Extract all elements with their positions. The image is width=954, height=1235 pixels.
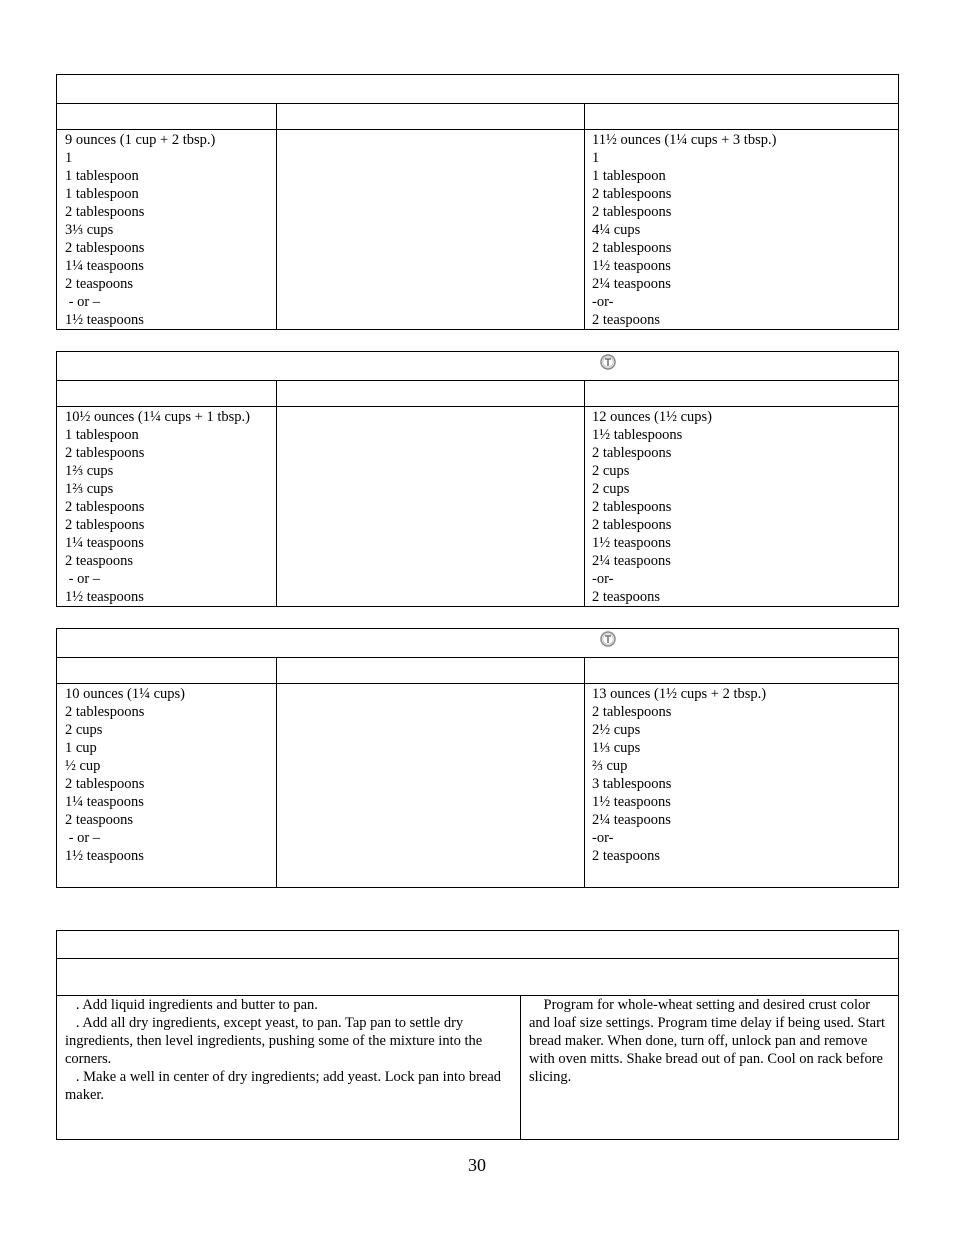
ingredient-amount-line: 2 tablespoons (65, 499, 145, 515)
ingredient-amount-line: ½ cup (65, 758, 101, 774)
table-body-row (57, 684, 898, 887)
ingredient-amount-line: 2 tablespoons (592, 204, 672, 220)
ingredient-amount-line: 1½ teaspoons (65, 312, 144, 328)
ingredient-amount-line: -or- (592, 294, 614, 310)
page-number: 30 (468, 1155, 486, 1175)
ingredient-amount-line: 1½ teaspoons (592, 794, 671, 810)
ingredient-amount-line: 2 tablespoons (65, 445, 145, 461)
ingredient-amount-line: 2 tablespoons (592, 445, 672, 461)
ingredient-names-column (277, 684, 585, 887)
ingredient-amount-line: - or – (65, 294, 101, 310)
ingredient-amount-line: 1½ teaspoons (592, 258, 671, 274)
ingredient-amount-line: 2 teaspoons (592, 589, 661, 605)
instructions-table (56, 930, 899, 1140)
ingredient-amounts-small (57, 407, 276, 606)
ingredient-amounts-large (585, 684, 898, 865)
ingredient-amounts-large (585, 130, 898, 329)
ingredient-amount-line: 2 teaspoons (592, 848, 661, 864)
recipe-table-1 (56, 74, 899, 330)
table-title-row (57, 629, 898, 658)
instruction-step-2: . Add all dry ingredients, except yeast, to pan. Tap pan to settle dry ingredients, then level ingredients, pushing some of the mixture into the corners. (65, 1015, 486, 1067)
ingredient-amount-line: 2 cups (592, 481, 630, 497)
ingredient-amount-line: 2½ cups (592, 722, 641, 738)
ingredient-amount-line: 2 tablespoons (592, 186, 672, 202)
ingredient-amount-line: 1½ teaspoons (592, 535, 671, 551)
ingredient-amount-line: 1 tablespoon (65, 186, 139, 202)
ingredient-amount-line: 2 cups (65, 722, 103, 738)
ingredient-amount-line: 2 tablespoons (592, 499, 672, 515)
ingredient-amount-line: 10½ ounces (1¼ cups + 1 tbsp.) (65, 409, 250, 425)
ingredient-amount-line: 13 ounces (1½ cups + 2 tbsp.) (592, 686, 767, 702)
ingredient-amount-line: 2 teaspoons (65, 276, 134, 292)
t-circle-icon (600, 631, 616, 647)
ingredient-amount-line: 2 teaspoons (592, 312, 661, 328)
ingredient-amount-line: 2 tablespoons (65, 704, 145, 720)
recipe-table-3 (56, 628, 899, 888)
ingredient-amount-line: 1 tablespoon (592, 168, 666, 184)
table-body-row (57, 407, 898, 606)
ingredient-names-column (277, 130, 585, 329)
ingredient-amount-line: 1¼ teaspoons (65, 794, 144, 810)
table-header-row (57, 381, 898, 407)
ingredient-amounts-small (57, 130, 276, 329)
ingredient-amount-line: 9 ounces (1 cup + 2 tbsp.) (65, 132, 216, 148)
ingredient-amounts-large (585, 407, 898, 606)
ingredient-amount-line: 2 tablespoons (65, 776, 145, 792)
ingredient-amount-line: 1⅔ cups (65, 463, 114, 479)
ingredient-amount-line: 11½ ounces (1¼ cups + 3 tbsp.) (592, 132, 777, 148)
t-circle-icon (600, 354, 616, 370)
ingredient-amount-line: 2¼ teaspoons (592, 276, 671, 292)
ingredient-amount-line: 2 tablespoons (592, 704, 672, 720)
instructions-right-column (521, 996, 898, 1139)
ingredient-amount-line: 1⅔ cups (65, 481, 114, 497)
ingredient-amount-line: 1½ teaspoons (65, 589, 144, 605)
ingredient-amount-line: 2 tablespoons (592, 517, 672, 533)
ingredient-amount-line: -or- (592, 571, 614, 587)
instructions-body-row (57, 996, 898, 1139)
table-header-row (57, 104, 898, 130)
ingredient-amount-line: 12 ounces (1½ cups) (592, 409, 713, 425)
recipe-table-2 (56, 351, 899, 607)
table-title-row (57, 352, 898, 381)
ingredient-amount-line: 1 (592, 150, 600, 166)
instructions-header-row (57, 959, 898, 996)
ingredient-amount-line: 2 tablespoons (65, 240, 145, 256)
ingredient-amount-line: 3⅓ cups (65, 222, 114, 238)
ingredient-amounts-small (57, 684, 276, 865)
ingredient-amount-line: 3 tablespoons (592, 776, 672, 792)
ingredient-amount-line: 2 tablespoons (65, 517, 145, 533)
ingredient-amount-line: 1¼ teaspoons (65, 535, 144, 551)
ingredient-amount-line: 1 cup (65, 740, 97, 756)
ingredient-amount-line: 1½ teaspoons (65, 848, 144, 864)
ingredient-amount-line: 1 (65, 150, 73, 166)
ingredient-names-column (277, 407, 585, 606)
instruction-step-1: . Add liquid ingredients and butter to pan. (65, 997, 318, 1013)
table-body-row (57, 130, 898, 329)
ingredient-amount-line: 10 ounces (1¼ cups) (65, 686, 186, 702)
ingredient-amount-line: 1¼ teaspoons (65, 258, 144, 274)
ingredient-amount-line: 1 tablespoon (65, 427, 139, 443)
instructions-left-column (57, 996, 521, 1139)
ingredient-amount-line: 1⅓ cups (592, 740, 641, 756)
ingredient-amount-line: 2 tablespoons (592, 240, 672, 256)
ingredient-amount-line: 2 cups (592, 463, 630, 479)
ingredient-amount-line: 4¼ cups (592, 222, 641, 238)
table-header-row (57, 658, 898, 684)
ingredient-amount-line: 1 tablespoon (65, 168, 139, 184)
instruction-step-3: . Make a well in center of dry ingredients; add yeast. Lock pan into bread maker. (65, 1069, 505, 1103)
ingredient-amount-line: 2 teaspoons (65, 553, 134, 569)
instructions-title-row (57, 931, 898, 959)
table-title-row (57, 75, 898, 104)
ingredient-amount-line: 2 teaspoons (65, 812, 134, 828)
ingredient-amount-line: - or – (65, 571, 101, 587)
ingredient-amount-line: 2 tablespoons (65, 204, 145, 220)
ingredient-amount-line: 2¼ teaspoons (592, 812, 671, 828)
ingredient-amount-line: -or- (592, 830, 614, 846)
ingredient-amount-line: 2¼ teaspoons (592, 553, 671, 569)
ingredient-amount-line: 1½ tablespoons (592, 427, 683, 443)
ingredient-amount-line: ⅔ cup (592, 758, 628, 774)
instruction-step-4: Program for whole-wheat setting and desired crust color and loaf size settings. Program time delay if being used. Start bread maker. When done, turn off, unlock pan and remove with oven mitts. Shake bread out of pan. Cool on rack before slicing. (529, 997, 889, 1085)
ingredient-amount-line: - or – (65, 830, 101, 846)
